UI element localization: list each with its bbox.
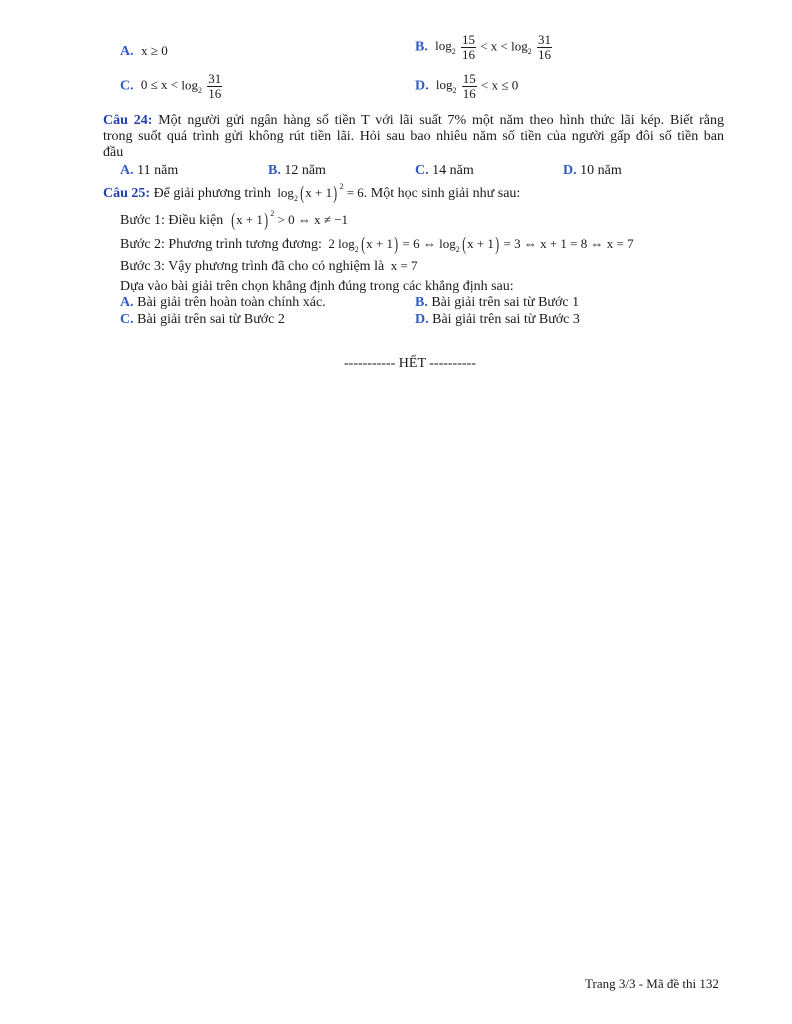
q24-option-a: [120, 163, 178, 179]
q25-option-c: [120, 312, 285, 328]
expression: x = 7: [390, 258, 418, 273]
step-2: [120, 234, 634, 256]
fraction: [537, 33, 552, 62]
q25-prompt: Dựa vào bài giải trên chọn khẳng định đúng trong các khẳng định sau:: [120, 279, 514, 294]
question-25-intro: [103, 183, 520, 205]
q25-option-b: [415, 295, 579, 311]
option-text: 10 năm: [580, 163, 622, 178]
option-label: B.: [415, 295, 428, 310]
log-base: 2: [451, 47, 456, 57]
numerator: 15: [462, 71, 476, 86]
log-base: 2: [293, 194, 298, 203]
option-text: Bài giải trên hoàn toàn chính xác.: [137, 295, 326, 310]
step-label: Bước 3: Vậy phương trình đã cho có nghiệm là: [120, 259, 385, 274]
option-text: 14 năm: [432, 163, 474, 178]
option-text: Bài giải trên sai từ Bước 2: [137, 312, 285, 327]
option-text: 12 năm: [284, 163, 326, 178]
denominator: 16: [461, 47, 475, 62]
option-label: B.: [415, 39, 428, 55]
log-base: 2: [455, 245, 460, 254]
denominator: 16: [538, 47, 552, 62]
inequality-text: < x ≤ 0: [481, 77, 519, 93]
log-text: log: [181, 77, 198, 93]
step-label: Bước 2: Phương trình tương đương:: [120, 237, 322, 252]
option-label: C.: [415, 163, 429, 178]
log-base: 2: [527, 47, 532, 57]
inequality-text: < x <: [480, 38, 508, 54]
option-label: B.: [268, 163, 281, 178]
log-text: log: [277, 185, 294, 200]
expression: x + 1: [366, 236, 393, 251]
expression: = 3 ⇔ x + 1 = 8 ⇔ x = 7: [503, 236, 634, 251]
log-base: 2: [354, 245, 359, 254]
numerator: 31: [208, 71, 222, 86]
q24-option-b: [268, 163, 326, 179]
fraction: [462, 72, 477, 101]
q24-option-d: [563, 163, 622, 179]
option-label: C.: [120, 312, 134, 327]
intro-text: . Một học sinh giải như sau:: [363, 186, 521, 201]
end-marker: ----------- HẾT ----------: [344, 356, 476, 371]
denominator: 16: [208, 86, 222, 101]
exponent: 2: [339, 182, 344, 191]
question-number: Câu 24:: [103, 113, 153, 128]
option-label: A.: [120, 163, 134, 178]
q24-option-c: [415, 163, 474, 179]
option-label: D.: [563, 163, 577, 178]
log-text: log: [435, 77, 453, 93]
question-24-text: [103, 113, 724, 161]
expression: x + 1: [236, 212, 263, 227]
step-3: [120, 258, 418, 275]
rhs: = 6: [346, 185, 364, 200]
option-label: D.: [415, 312, 429, 327]
question-line: trong suốt quá trình gửi không rút tiền lãi. Hỏi sau bao nhiêu năm số tiền của người gấp đôi số tiền ban: [103, 129, 724, 144]
numerator: 31: [538, 32, 552, 47]
fraction: [207, 72, 222, 101]
equation: $\log_2 (x + 1) ^2 = 6$: [277, 182, 364, 204]
page-footer: Trang 3/3 - Mã đề thi 132: [585, 976, 719, 991]
expression: 2 log: [328, 236, 355, 251]
log-base: 2: [197, 86, 202, 96]
q25-option-a: [120, 295, 326, 311]
option-label: A.: [120, 295, 134, 310]
prev-option-a: [120, 43, 168, 60]
log-argument: x + 1: [305, 185, 333, 200]
log-text: log: [435, 38, 452, 54]
step-label: Bước 1: Điều kiện: [120, 213, 224, 228]
exponent: 2: [270, 209, 275, 218]
fraction: [461, 33, 476, 62]
option-text: Bài giải trên sai từ Bước 1: [431, 295, 580, 310]
step-math: 2 $\log_2 (x + 1) = 6$ ⇔ $\log_2 (x + 1) = 3$ ⇔ x + 1 = 8 ⇔ x = 7: [328, 234, 634, 255]
question-line: Một người gửi ngân hàng số tiền T với lãi suất 7% một năm theo hình thức lãi kép. Biết rằng: [158, 113, 725, 128]
option-label: A.: [120, 44, 134, 59]
q25-option-d: [415, 312, 580, 328]
log-text: log: [511, 38, 528, 54]
option-label: D.: [415, 78, 429, 94]
prev-option-d: [415, 72, 518, 101]
log-base: 2: [452, 86, 457, 96]
prev-option-b: [415, 33, 553, 62]
step-1: [120, 210, 348, 232]
intro-text: Để giải phương trình: [153, 186, 271, 201]
denominator: 16: [462, 86, 476, 101]
inequality-text: 0 ≤ x <: [140, 77, 179, 93]
option-text: Bài giải trên sai từ Bước 3: [432, 312, 580, 327]
option-label: C.: [120, 78, 134, 94]
expression: > 0 ⇔ x ≠ −1: [277, 212, 349, 227]
step-math: (x + 1) $^2$ > 0 ⇔ x ≠ −1: [231, 209, 349, 231]
prev-option-c: [120, 72, 223, 101]
question-number: Câu 25:: [103, 186, 151, 201]
expression: x + 1: [467, 236, 494, 251]
option-text: x ≥ 0: [141, 43, 168, 58]
question-line: đầu: [103, 145, 124, 160]
option-text: 11 năm: [137, 163, 179, 178]
numerator: 15: [461, 32, 475, 47]
expression: = 6 ⇔ log: [402, 236, 456, 251]
